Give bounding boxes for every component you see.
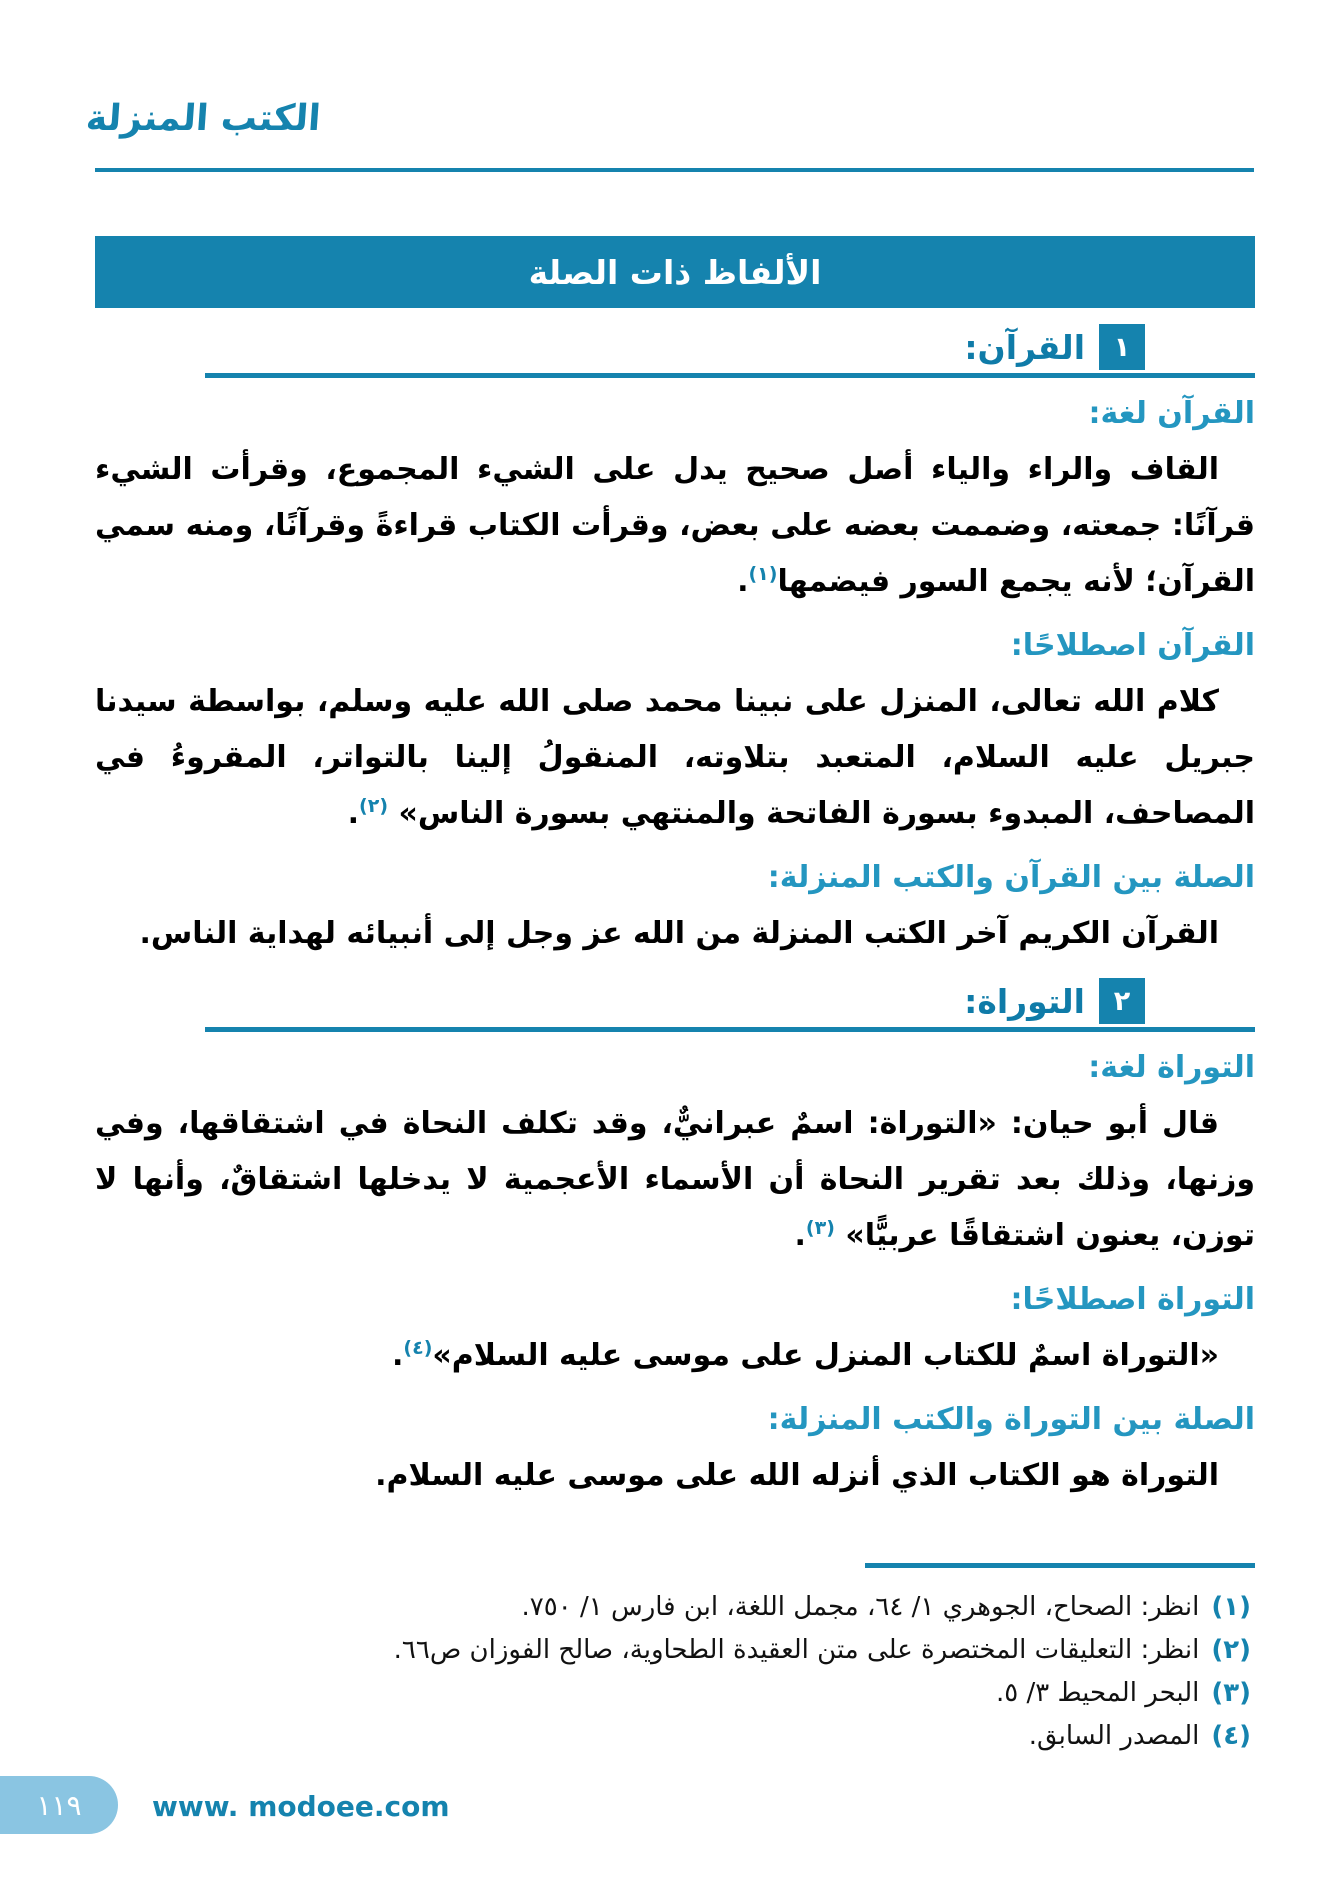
footnote-number: (٣): [1211, 1678, 1251, 1708]
section-number-badge: ١: [1099, 324, 1145, 370]
paragraph-tail: .: [794, 1218, 806, 1253]
footnote-ref-1: (١): [748, 563, 778, 585]
paragraph-tail: .: [347, 796, 360, 831]
paragraph-torah-lugha: [95, 1096, 1255, 1264]
footnote-row: [95, 1715, 1255, 1758]
section-title: التوراة:: [964, 981, 1085, 1021]
paragraph-text: كلام الله تعالى، المنزل على نبينا محمد صلى الله عليه وسلم، بواسطة سيدنا جبريل عليه السلام، المتعبد بتلاوته، المنقولُ إلينا بالتواتر، المقروءُ في المصاحف، المبدوء بسورة الفاتحة والمنتهي بسورة الناس»: [95, 684, 1255, 831]
paragraph-text: «التوراة اسمٌ للكتاب المنزل على موسى عليه السلام»: [432, 1338, 1219, 1373]
footnote-ref-2: (٢): [359, 795, 388, 817]
page-number: ١١٩: [36, 1788, 82, 1822]
banner-title: الألفاظ ذات الصلة: [528, 252, 822, 292]
section-rule: [205, 1027, 1255, 1032]
section-number-badge: ٢: [1099, 978, 1145, 1024]
footnote-text: البحر المحيط ٣/ ٥.: [995, 1678, 1200, 1708]
paragraph-quran-lugha: [95, 442, 1255, 610]
paragraph-tail: .: [737, 564, 749, 599]
subheading-quran-istilah: القرآن اصطلاحًا:: [1010, 628, 1255, 663]
section-title: القرآن:: [964, 327, 1085, 367]
website-url: www. modoee.com: [152, 1790, 450, 1823]
footnotes-block: [95, 1563, 1255, 1758]
footnote-ref-3: (٣): [805, 1217, 835, 1239]
subheading-torah-istilah: التوراة اصطلاحًا:: [1010, 1282, 1255, 1317]
footnote-text: انظر: الصحاح، الجوهري ١/ ٦٤، مجمل اللغة، ابن فارس ١/ ٧٥٠.: [521, 1592, 1200, 1622]
paragraph-quran-istilah: [95, 674, 1255, 842]
page-content: [95, 236, 1255, 1504]
paragraph-text: القرآن الكريم آخر الكتب المنزلة من الله عز وجل إلى أنبيائه لهداية الناس.: [139, 916, 1219, 951]
paragraph-text: قال أبو حيان: «التوراة: اسمٌ عبرانيٌّ، وقد تكلف النحاة في اشتقاقها، وفي وزنها، وذلك بعد تقرير النحاة أن الأسماء الأعجمية لا يدخلها اشتقاقٌ، وأنها لا توزن، يعنون اشتقاقًا عربيًّا»: [95, 1106, 1255, 1253]
footnote-separator-rule: [865, 1563, 1255, 1568]
footnote-row: [95, 1672, 1255, 1715]
book-title-calligraphy: الكتب المنزلة: [84, 98, 322, 139]
page-number-pill: [0, 1776, 118, 1834]
section-header-torah: [95, 978, 1255, 1024]
paragraph-text: التوراة هو الكتاب الذي أنزله الله على موسى عليه السلام.: [375, 1458, 1219, 1493]
subheading-quran-sila: الصلة بين القرآن والكتب المنزلة:: [767, 860, 1255, 895]
subheading-quran-lugha: القرآن لغة:: [1088, 396, 1255, 431]
paragraph-quran-sila: [95, 906, 1255, 962]
footnote-row: [95, 1586, 1255, 1629]
paragraph-tail: .: [392, 1338, 404, 1373]
subheading-torah-lugha: التوراة لغة:: [1088, 1050, 1255, 1085]
footnote-text: المصدر السابق.: [1028, 1721, 1200, 1751]
subheading-torah-sila: الصلة بين التوراة والكتب المنزلة:: [767, 1402, 1255, 1437]
footnote-number: (٤): [1211, 1721, 1251, 1751]
paragraph-torah-sila: [95, 1448, 1255, 1504]
footnote-number: (٢): [1211, 1635, 1251, 1665]
section-header-quran: [95, 324, 1255, 370]
footnote-number: (١): [1211, 1592, 1251, 1622]
paragraph-text: القاف والراء والياء أصل صحيح يدل على الشيء المجموع، وقرأت الشيء قرآنًا: جمعته، وضممت بعضه على بعض، وقرأت الكتاب قراءةً وقرآنًا، ومنه سمي القرآن؛ لأنه يجمع السور فيضمها: [95, 452, 1255, 599]
paragraph-torah-istilah: [95, 1328, 1255, 1384]
section-rule: [205, 373, 1255, 378]
footnote-row: [95, 1629, 1255, 1672]
footnote-text: انظر: التعليقات المختصرة على متن العقيدة الطحاوية، صالح الفوزان ص٦٦.: [393, 1635, 1200, 1665]
header-rule: [95, 168, 1254, 172]
footnote-ref-4: (٤): [403, 1337, 433, 1359]
title-banner: [95, 236, 1255, 308]
